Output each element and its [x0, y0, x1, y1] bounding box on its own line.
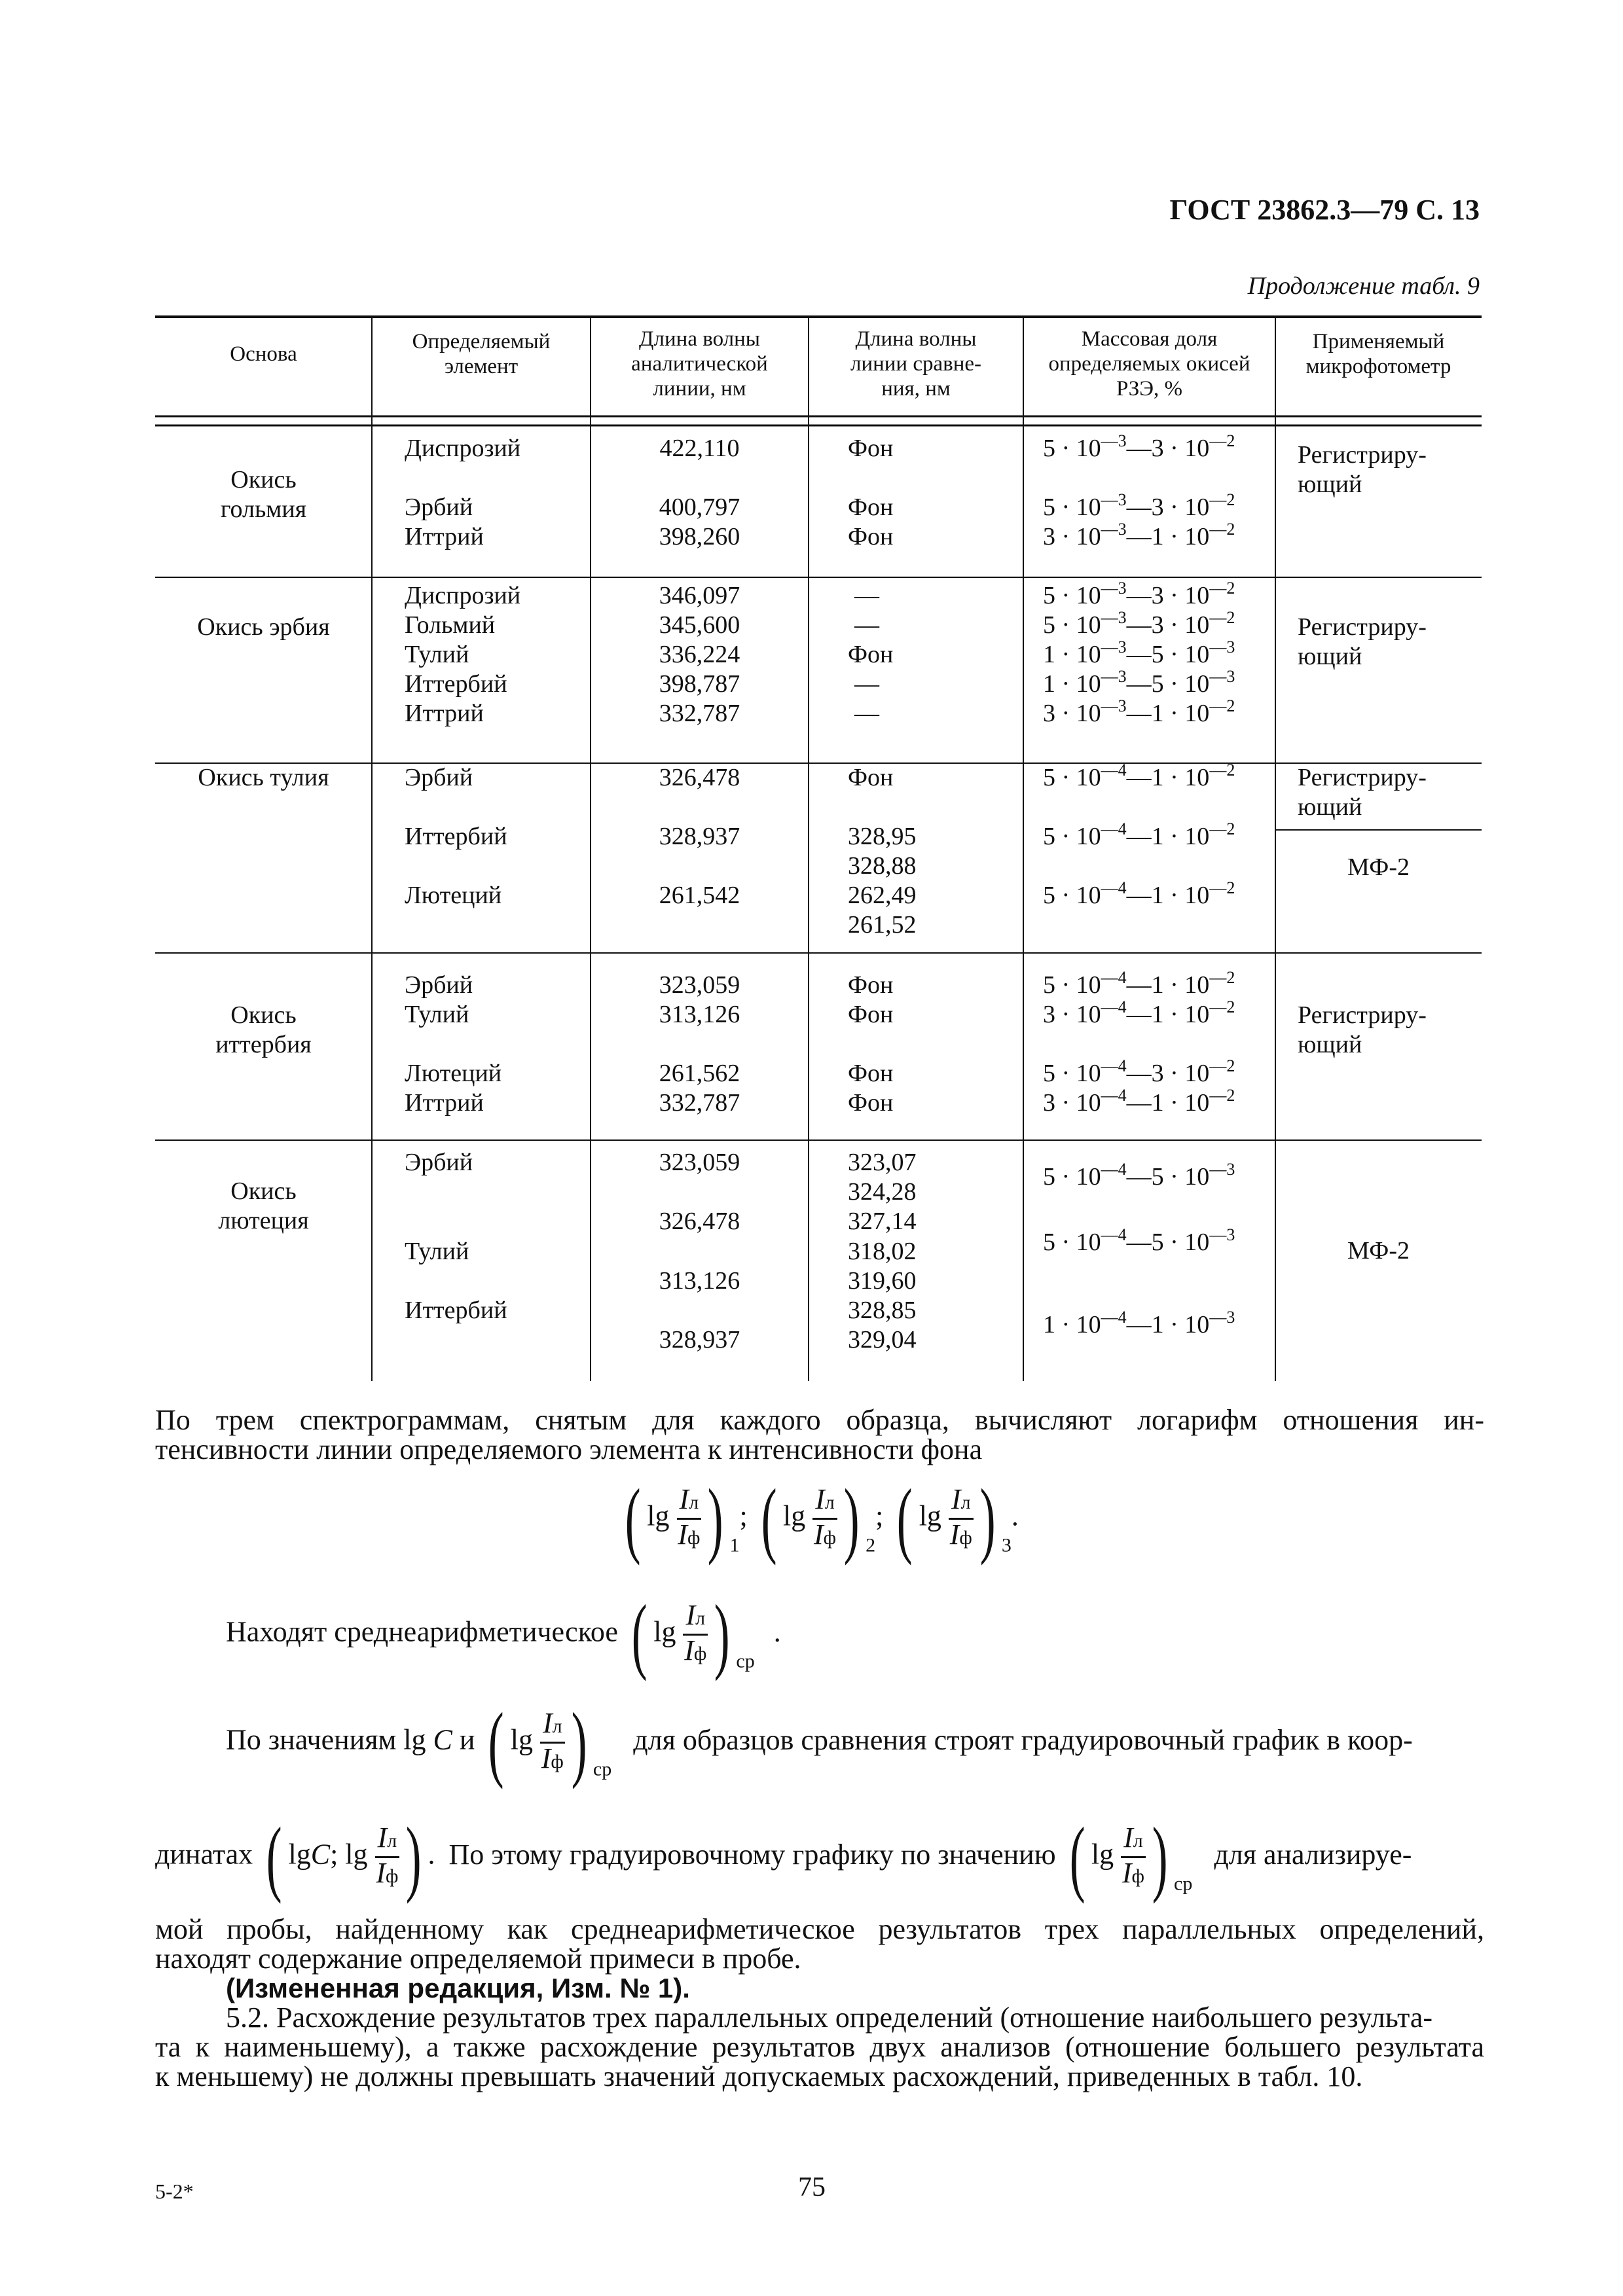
element-name: Тулий [405, 641, 469, 668]
paragraph-4: динатах ( lgC; lg $\frac{Iл}{Iф}$ ) . По этому градуировочному графику по значению ( lg $\frac{Iл}{Iф}$ ) $_{ср}$ для анализируе- [155, 1810, 1412, 1905]
microphotometer: ющий [1298, 1031, 1362, 1058]
column-header-2: элемент [444, 355, 519, 378]
mass-fraction-range: $3 \cdot 10^{—3}—1 \cdot 10^{—2}$ [1043, 696, 1235, 727]
paragraph-6-line-1: 5.2. Расхождение результатов трех параллельных определений (отношение наибольшего результа- [226, 2001, 1433, 2034]
comparison-wavelength: Фон [848, 1089, 894, 1117]
element-name: Иттрий [405, 700, 484, 727]
element-name: Иттрий [405, 523, 484, 550]
microphotometer: Регистриру- [1298, 764, 1427, 791]
column-header-1: Основа [230, 342, 297, 366]
element-name: Иттербий [405, 823, 507, 850]
element-name: Эрбий [405, 971, 473, 999]
comparison-wavelength: 324,28 [848, 1178, 917, 1206]
base-name: иттербия [215, 1031, 312, 1058]
analytic-wavelength: 336,224 [659, 641, 740, 668]
element-name: Тулий [405, 1238, 469, 1265]
formula-log-ratios: ( lg $\frac{Iл}{Iф}$ ) $_1$; ( lg $\frac{Iл}{Iф}$ ) $_2$; ( lg $\frac{Iл}{Iф}$ ) $_3$. [625, 1471, 1019, 1566]
comparison-wavelength: 328,95 [848, 823, 917, 850]
comparison-wavelength: 319,60 [848, 1267, 917, 1295]
base-name: Окись [230, 1001, 297, 1029]
footer-sheet-mark: 5-2* [155, 2179, 194, 2203]
base-name: лютеция [218, 1207, 309, 1234]
analytic-wavelength: 326,478 [659, 764, 740, 791]
mass-fraction-range: $5 \cdot 10^{—4}—1 \cdot 10^{—2}$ [1043, 761, 1235, 791]
comparison-wavelength: Фон [848, 1060, 894, 1087]
microphotometer: ющий [1298, 471, 1362, 498]
comparison-wavelength: — [854, 700, 879, 727]
page-number: 75 [798, 2172, 826, 2202]
microphotometer: МФ-2 [1347, 1237, 1410, 1265]
analytic-wavelength: 323,059 [659, 1149, 740, 1176]
column-header-5: Массовая доля [1081, 327, 1218, 351]
analytic-wavelength: 313,126 [659, 1001, 740, 1028]
analytic-wavelength: 328,937 [659, 823, 740, 850]
paragraph-1 [155, 1405, 1484, 1464]
element-name: Эрбий [405, 1149, 473, 1176]
element-name: Диспрозий [405, 435, 521, 462]
mass-fraction-range: $5 \cdot 10^{—4}—1 \cdot 10^{—2}$ [1043, 819, 1235, 850]
column-header-4: ния, нм [881, 377, 951, 401]
microphotometer: ющий [1298, 643, 1362, 670]
element-name: Иттербий [405, 670, 507, 698]
mass-fraction-range: $3 \cdot 10^{—4}—1 \cdot 10^{—2}$ [1043, 997, 1235, 1028]
element-name: Эрбий [405, 764, 473, 791]
comparison-wavelength: 328,85 [848, 1297, 917, 1324]
analytic-wavelength: 328,937 [659, 1326, 740, 1354]
microphotometer: Регистриру- [1298, 441, 1427, 469]
analytic-wavelength: 261,542 [659, 882, 740, 909]
mass-fraction-range: $1 \cdot 10^{—3}—5 \cdot 10^{—3}$ [1043, 667, 1235, 698]
comparison-wavelength: Фон [848, 493, 894, 521]
base-name: Окись тулия [198, 764, 329, 791]
mass-fraction-range: $1 \cdot 10^{—3}—5 \cdot 10^{—3}$ [1043, 637, 1235, 668]
analytic-wavelength: 332,787 [659, 1089, 740, 1117]
comparison-wavelength: 327,14 [848, 1208, 917, 1235]
element-name: Тулий [405, 1001, 469, 1028]
column-header-4: Длина волны [855, 327, 977, 351]
analytic-wavelength: 345,600 [659, 611, 740, 639]
mass-fraction-range: $5 \cdot 10^{—4}—1 \cdot 10^{—2}$ [1043, 968, 1235, 999]
comparison-wavelength: Фон [848, 764, 894, 791]
column-header-6: микрофотометр [1305, 355, 1451, 378]
column-header-5: РЗЭ, % [1116, 377, 1183, 401]
microphotometer: Регистриру- [1298, 1001, 1427, 1029]
comparison-wavelength: 328,88 [848, 852, 917, 880]
mass-fraction-range: $5 \cdot 10^{—4}—5 \cdot 10^{—3}$ [1043, 1160, 1235, 1191]
paragraph-2-text: Находят среднеарифметическое [226, 1615, 618, 1648]
mass-fraction-range: $5 \cdot 10^{—3}—3 \cdot 10^{—2}$ [1043, 431, 1235, 462]
column-header-5: определяемых окисей [1048, 352, 1250, 376]
mass-fraction-range: $5 \cdot 10^{—4}—3 \cdot 10^{—2}$ [1043, 1056, 1235, 1087]
analytic-wavelength: 332,787 [659, 700, 740, 727]
analytic-wavelength: 313,126 [659, 1267, 740, 1295]
mass-fraction-range: $5 \cdot 10^{—3}—3 \cdot 10^{—2}$ [1043, 579, 1235, 609]
comparison-wavelength: — [854, 582, 879, 609]
comparison-wavelength: 261,52 [848, 911, 917, 939]
mass-fraction-range: $5 \cdot 10^{—3}—3 \cdot 10^{—2}$ [1043, 608, 1235, 639]
mass-fraction-range: $1 \cdot 10^{—4}—1 \cdot 10^{—3}$ [1043, 1308, 1235, 1338]
comparison-wavelength: Фон [848, 971, 894, 999]
base-name: гольмия [220, 495, 307, 523]
comparison-wavelength: Фон [848, 1001, 894, 1028]
column-header-3: аналитической [631, 352, 768, 376]
mass-fraction-range: $5 \cdot 10^{—4}—5 \cdot 10^{—3}$ [1043, 1225, 1235, 1256]
mass-fraction-range: $3 \cdot 10^{—4}—1 \cdot 10^{—2}$ [1043, 1086, 1235, 1117]
analytic-wavelength: 323,059 [659, 971, 740, 999]
paragraph-5-line-1: мой пробы, найденному как среднеарифметическое результатов трех параллельных определений, [155, 1913, 1484, 1945]
paragraph-2: Находят среднеарифметическое ( lg $\frac{Iл}{Iф}$ ) $_{ср}$ . [226, 1587, 781, 1682]
comparison-wavelength: 262,49 [848, 882, 917, 909]
analytic-wavelength: 261,562 [659, 1060, 740, 1087]
document-header: ГОСТ 23862.3—79 С. 13 [1169, 194, 1480, 226]
element-name: Лютеций [405, 1060, 502, 1087]
comparison-wavelength: Фон [848, 641, 894, 668]
base-name: Окись [230, 1177, 297, 1205]
comparison-wavelength: 323,07 [848, 1149, 917, 1176]
mass-fraction-range: $3 \cdot 10^{—3}—1 \cdot 10^{—2}$ [1043, 520, 1235, 550]
element-name: Диспрозий [405, 582, 521, 609]
comparison-wavelength: — [854, 670, 879, 698]
base-name: Окись [230, 466, 297, 493]
paragraph-5 [155, 1914, 1484, 2091]
column-header-4: линии сравне- [850, 352, 982, 376]
mass-fraction-range: $5 \cdot 10^{—3}—3 \cdot 10^{—2}$ [1043, 490, 1235, 521]
column-header-3: линии, нм [653, 377, 746, 401]
analytic-wavelength: 398,260 [659, 523, 740, 550]
analytic-wavelength: 326,478 [659, 1208, 740, 1235]
base-name: Окись эрбия [197, 613, 330, 641]
microphotometer: МФ-2 [1347, 853, 1410, 881]
element-name: Гольмий [405, 611, 496, 639]
element-name: Иттрий [405, 1089, 484, 1117]
comparison-wavelength: — [854, 611, 879, 639]
analytic-wavelength: 400,797 [659, 493, 740, 521]
comparison-wavelength: Фон [848, 435, 894, 462]
paragraph-6-line-3: к меньшему) не должны превышать значений допускаемых расхождений, приведенных в табл. 10. [155, 2060, 1363, 2092]
comparison-wavelength: 318,02 [848, 1238, 917, 1265]
column-header-3: Длина волны [639, 327, 760, 351]
comparison-wavelength: 329,04 [848, 1326, 917, 1354]
element-name: Иттербий [405, 1297, 507, 1324]
microphotometer: Регистриру- [1298, 613, 1427, 641]
table-continuation-label: Продолжение табл. 9 [1247, 272, 1480, 300]
amendment-note: (Измененная редакция, Изм. № 1). [226, 1973, 690, 2003]
column-header-2: Определяемый [412, 330, 551, 353]
paragraph-6-line-2: та к наименьшему), а также расхождение результатов двух анализов (отношение большего результата [155, 2031, 1484, 2063]
paragraph-5-line-2: находят содержание определяемой примеси в пробе. [155, 1943, 801, 1975]
microphotometer: ющий [1298, 793, 1362, 821]
paragraph-1-line-1: По трем спектрограммам, снятым для каждого образца, вычисляют логарифм отношения ин- [155, 1404, 1484, 1436]
element-name: Эрбий [405, 493, 473, 521]
comparison-wavelength: Фон [848, 523, 894, 550]
analytic-wavelength: 398,787 [659, 670, 740, 698]
element-name: Лютеций [405, 882, 502, 909]
paragraph-3: По значениям lg C и ( lg $\frac{Iл}{Iф}$ ) $_{ср}$ для образцов сравнения строят градуировочный график в коор- [226, 1695, 1413, 1790]
column-header-6: Применяемый [1312, 330, 1445, 353]
paragraph-1-line-2: тенсивности линии определяемого элемента к интенсивности фона [155, 1433, 983, 1465]
mass-fraction-range: $5 \cdot 10^{—4}—1 \cdot 10^{—2}$ [1043, 878, 1235, 909]
analytic-wavelength: 422,110 [659, 435, 740, 462]
analytic-wavelength: 346,097 [659, 582, 740, 609]
